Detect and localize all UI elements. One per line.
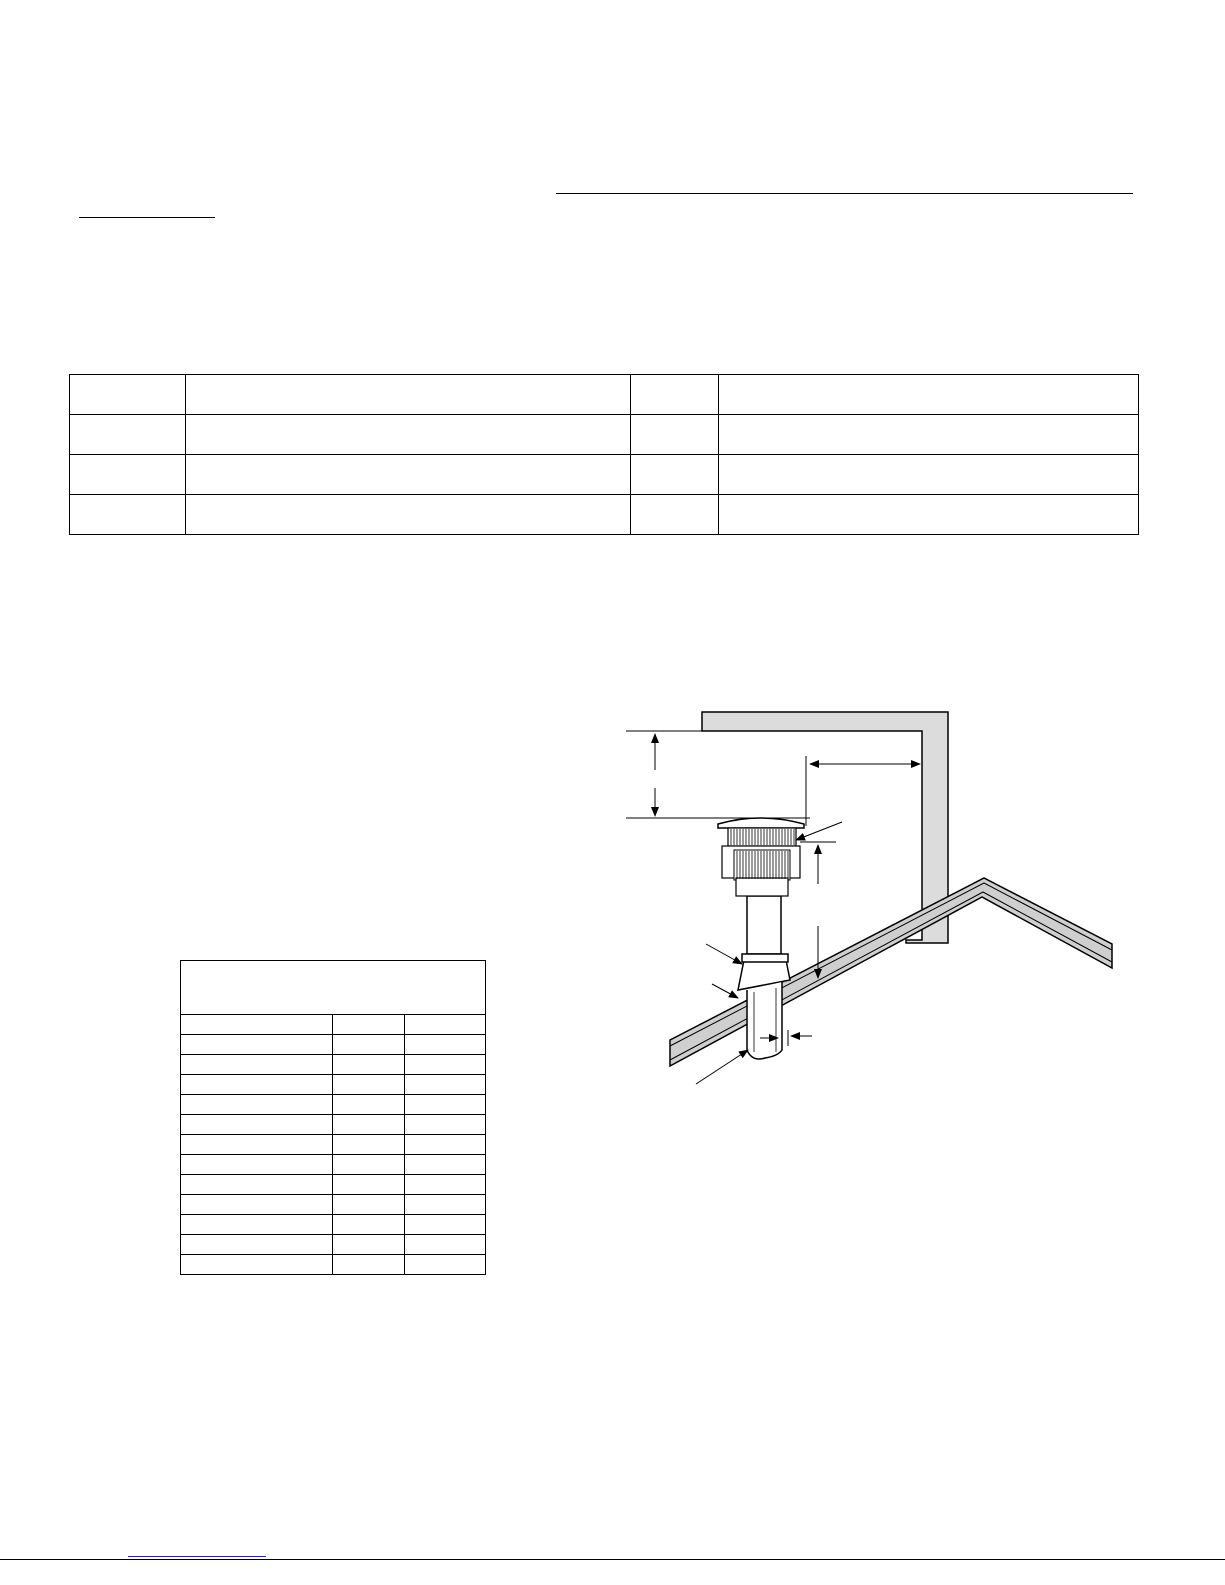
pitch-table-cell: [332, 1155, 405, 1175]
pitch-table-cell: [405, 1175, 486, 1195]
roof: [670, 878, 1112, 1066]
top-table-cell: [631, 455, 719, 495]
pitch-table-cell: [332, 1035, 405, 1055]
pitch-table-row: [181, 1135, 486, 1155]
top-table-cell: [185, 455, 631, 495]
roof-pitch-table: [180, 960, 486, 1275]
pitch-table-cell: [181, 1235, 333, 1255]
pitch-table-cell: [181, 1055, 333, 1075]
underline-rule-1: [556, 193, 1133, 194]
pitch-table-cell: [332, 1255, 405, 1275]
pitch-table-cell: [405, 1015, 486, 1035]
pitch-table-row: [181, 1015, 486, 1035]
pitch-table-cell: [181, 1215, 333, 1235]
pitch-table-row: [181, 1235, 486, 1255]
top-table-cell: [185, 375, 631, 415]
termination-cap: [718, 818, 804, 896]
top-table-row: [70, 375, 1139, 415]
top-table-cell: [631, 495, 719, 535]
pitch-table-cell: [181, 1075, 333, 1095]
pitch-table-row: [181, 1055, 486, 1075]
pitch-table-row: [181, 1115, 486, 1135]
pitch-table-row: [181, 1175, 486, 1195]
pitch-table-cell: [405, 1115, 486, 1135]
top-table-cell: [185, 495, 631, 535]
footer-link[interactable]: [128, 1556, 266, 1557]
pitch-table-cell: [405, 1255, 486, 1275]
top-table-cell: [70, 455, 186, 495]
top-table-cell: [70, 495, 186, 535]
vent-clearance-diagram: [600, 700, 1120, 1090]
underline-rule-2: [79, 217, 215, 218]
pitch-table-cell: [181, 1195, 333, 1215]
pitch-table-row: [181, 1255, 486, 1275]
pitch-table-cell: [332, 1095, 405, 1115]
pitch-table-cell: [405, 1075, 486, 1095]
pitch-table-cell: [405, 1135, 486, 1155]
pitch-table-cell: [332, 1215, 405, 1235]
pitch-table-cell: [181, 1255, 333, 1275]
top-table-cell: [719, 495, 1139, 535]
top-table-cell: [631, 415, 719, 455]
top-table-cell: [719, 415, 1139, 455]
pitch-table-cell: [405, 1195, 486, 1215]
pitch-table-cell: [332, 1235, 405, 1255]
vent-pipe: [738, 896, 790, 1059]
pitch-table-cell: [181, 1155, 333, 1175]
pitch-table-cell: [332, 1195, 405, 1215]
top-table-cell: [719, 375, 1139, 415]
pitch-table-cell: [405, 1215, 486, 1235]
pitch-table-row: [181, 1075, 486, 1095]
top-table-cell: [70, 375, 186, 415]
pitch-table-row: [181, 1035, 486, 1055]
pitch-table-row: [181, 1095, 486, 1115]
pitch-table-row: [181, 1195, 486, 1215]
pitch-table-row: [181, 1215, 486, 1235]
pitch-table-cell: [332, 1115, 405, 1135]
pitch-table-cell: [181, 1115, 333, 1135]
pitch-table-cell: [332, 1175, 405, 1195]
pitch-table-cell: [332, 1135, 405, 1155]
dimension-wall-clearance: [806, 756, 920, 826]
pitch-table-cell: [181, 1095, 333, 1115]
pitch-table-cell: [405, 1095, 486, 1115]
top-table-cell: [631, 375, 719, 415]
footer-rule: [0, 1559, 1225, 1560]
top-table: [69, 374, 1139, 535]
pitch-table-cell: [405, 1055, 486, 1075]
top-table-row: [70, 455, 1139, 495]
pitch-table-cell: [181, 1035, 333, 1055]
top-table-row: [70, 495, 1139, 535]
pitch-table-cell: [332, 1075, 405, 1095]
pitch-table-row: [181, 1155, 486, 1175]
pitch-table-cell: [405, 1155, 486, 1175]
top-table-cell: [719, 455, 1139, 495]
top-table-cell: [70, 415, 186, 455]
top-table-row: [70, 415, 1139, 455]
pitch-table-cell: [405, 1035, 486, 1055]
pitch-table-header: [181, 961, 486, 1015]
pitch-table-cell: [332, 1015, 405, 1035]
pitch-table-cell: [181, 1175, 333, 1195]
pitch-table-cell: [181, 1135, 333, 1155]
pitch-table-cell: [405, 1235, 486, 1255]
top-table-cell: [185, 415, 631, 455]
pitch-table-cell: [181, 1015, 333, 1035]
pitch-table-cell: [332, 1055, 405, 1075]
dimension-overhang-height: [626, 731, 810, 818]
